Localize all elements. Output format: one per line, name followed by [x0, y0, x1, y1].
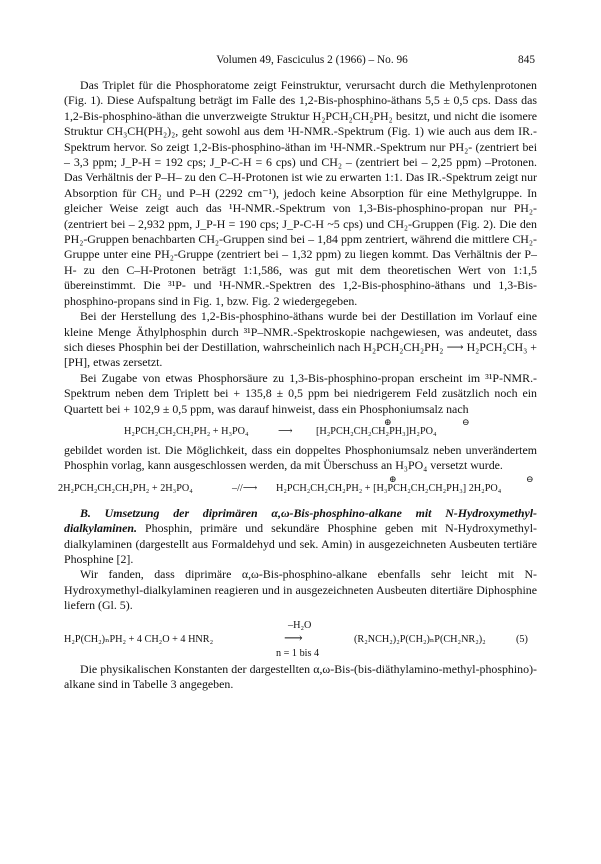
equation-5-arrow: ⟶ [284, 629, 303, 645]
paragraph-phosphoric-acid: Bei Zugabe von etwas Phosphorsäure zu 1,3-Bis-phosphino-propan erscheint im ³¹P-NMR.-Spektrum neben dem Triplett bei + 135,8 ± 0,5 ppm bei niedrigerem Feld zusätzlich noch ein Quartett bei + 102,9 ± 0,5 ppm, was darauf hinweist, dass ein Phosphoniumsalz nach [64, 370, 537, 416]
paragraph-nmr-analysis: Das Triplet für die Phosphoratome zeigt Feinstruktur, verursacht durch die Methylenprotonen (Fig. 1). Diese Aufspaltung beträgt im Falle des 1,2-Bis-phosphino-äthans 5,5 ± 0,5 cps. Dass das 1,2-Bis-phosphino-äthan die unverzweigte Struktur H₂PCH₂CH₂PH₂ besitzt, und nicht die isomere Struktur CH₃CH(PH₂)₂, geht sowohl aus dem ¹H-NMR.-Spektrum (Fig. 1) wie auch aus dem IR.-Spektrum hervor. So zeigt 1,2-Bis-phosphino-äthan im ¹H-NMR.-Spektrum nur PH₂- (zentriert bei – 3,3 ppm; J_P-H = 192 cps; J_P-C-H = 6 cps) und CH₂ – (zentriert bei – 2,25 ppm) –Protonen. Das Verhältnis der P–H– zu den C–H-Protonen ist wie zu erwarten 1:1. Das IR.-Spektrum zeigt nur Absorption für CH₂ und P–H (2292 cm⁻¹), jedoch keine Absorption für eine Methylgruppe. In gleicher Weise zeigt auch das ¹H-NMR.-Spektrum von 1,3-Bis-phosphino-propan nur PH₂- (zentriert bei – 2,932 ppm, J_P-H = 190 cps; J_P-C-H ~5 cps) und CH₂-Gruppen (Fig. 2). Die den PH₂-Gruppen benachbarten CH₂-Gruppen sind bei – 1,84 ppm zentriert, während die mittlere CH₂-Gruppe unter eine PH₂-Gruppe (zentriert bei – 1,32 ppm) zu liegen kommt. Das Verhältnis der P–H- zu den C–H-Protonen beträgt 1:1,586, was gut mit dem theoretischen Wert von 1:1,5 übereinstimmt. Die ³¹P- und ¹H-NMR.-Spektren des 1,2-Bis-phosphino-äthans und 1,3-Bis-phosphino-propans sind in Fig. 1, bzw. Fig. 2 wiedergegeben. [64, 78, 537, 308]
paragraph-table-reference: Die physikalischen Konstanten der dargestellten α,ω-Bis-(bis-diäthylamino-methyl-phosphino)-alkane sind in Tabelle 3 angegeben. [64, 661, 537, 691]
equation-1-product: [H₂PCH₂CH₂CH₂PH₃]H₂PO₄ [316, 425, 437, 437]
journal-citation: Volumen 49, Fasciculus 2 (1966) – No. 96 [216, 54, 408, 66]
equation-1-minus-charge: ⊖ [462, 416, 470, 427]
equation-2-products: H₂PCH₂CH₂CH₂PH₂ + [H₃PCH₂CH₂CH₂PH₃] 2H₂PO₄ [276, 482, 502, 494]
equation-1-arrow: ⟶ [278, 425, 293, 437]
equation-double-phosphonium [58, 473, 537, 500]
equation-2-minus-charge: ⊖ [526, 473, 534, 484]
paragraph-diprimary-reaction: Wir fanden, dass diprimäre α,ω-Bis-phosphino-alkane ebenfalls sehr leicht mit N-Hydroxymethyl-dialkylaminen reagieren und in ausgezeichneten Ausbeuten ditertiäre Diphosphine liefern (Gl. 5). [64, 567, 537, 613]
equation-2-plus-charge: ⊕ [389, 473, 397, 484]
paragraph-section-b [64, 506, 537, 568]
paragraph-double-salt: gebildet worden ist. Die Möglichkeit, dass ein doppeltes Phosphoniumsalz neben unverändertem Phosphin vorlag, kann ausgeschlossen werden, da mit Überschuss an H₃PO₄ versetzt wurde. [64, 442, 537, 473]
page-number: 845 [518, 54, 535, 66]
equation-5 [64, 614, 537, 662]
equation-1-plus-charge: ⊕ [384, 416, 392, 427]
section-b-heading: B. Umsetzung der diprimären α,ω-Bis-phosphino-alkane mit N-Hydroxymethyl-dialkylaminen. [64, 505, 537, 536]
article-body [58, 78, 537, 692]
paragraph-distillation: Bei der Herstellung des 1,2-Bis-phosphino-äthans wurde bei der Destillation im Vorlauf eine kleine Menge Äthylphosphin durch ³¹P–NMR.-Spektroskopie nachgewiesen, was andeutet, dass sich dieses Phosphin bei der Destillation, wahrscheinlich nach H₂PCH₂CH₂PH₂ ⟶ H₂PCH₂CH₃ + [PH], etwas zersetzt. [64, 309, 537, 370]
equation-5-range: n = 1 bis 4 [276, 647, 320, 659]
equation-1-reactants: H₂PCH₂CH₂CH₂PH₂ + H₃PO₄ [124, 425, 249, 437]
equation-phosphonium-salt [64, 417, 537, 443]
equation-5-condition: –H₂O [288, 619, 312, 631]
equation-5-product: (R₂NCH₂)₂P(CH₂)ₙP(CH₂NR₂)₂ [354, 633, 486, 645]
equation-5-reactants: H₂P(CH₂)ₙPH₂ + 4 CH₂O + 4 HNR₂ [64, 633, 214, 645]
equation-5-number: (5) [516, 633, 528, 645]
equation-2-arrow: –//⟶ [232, 482, 258, 494]
equation-2-reactants: 2H₂PCH₂CH₂CH₂PH₂ + 2H₃PO₄ [58, 482, 193, 494]
section-b-text: Phosphin, primäre und sekundäre Phosphine geben mit N-Hydroxymethyl-dialkylaminen (dargestellt aus Formaldehyd und sek. Amin) in ausgezeichneten Ausbeuten tertiäre Phosphine [2]. [64, 521, 537, 566]
running-head [66, 54, 535, 70]
